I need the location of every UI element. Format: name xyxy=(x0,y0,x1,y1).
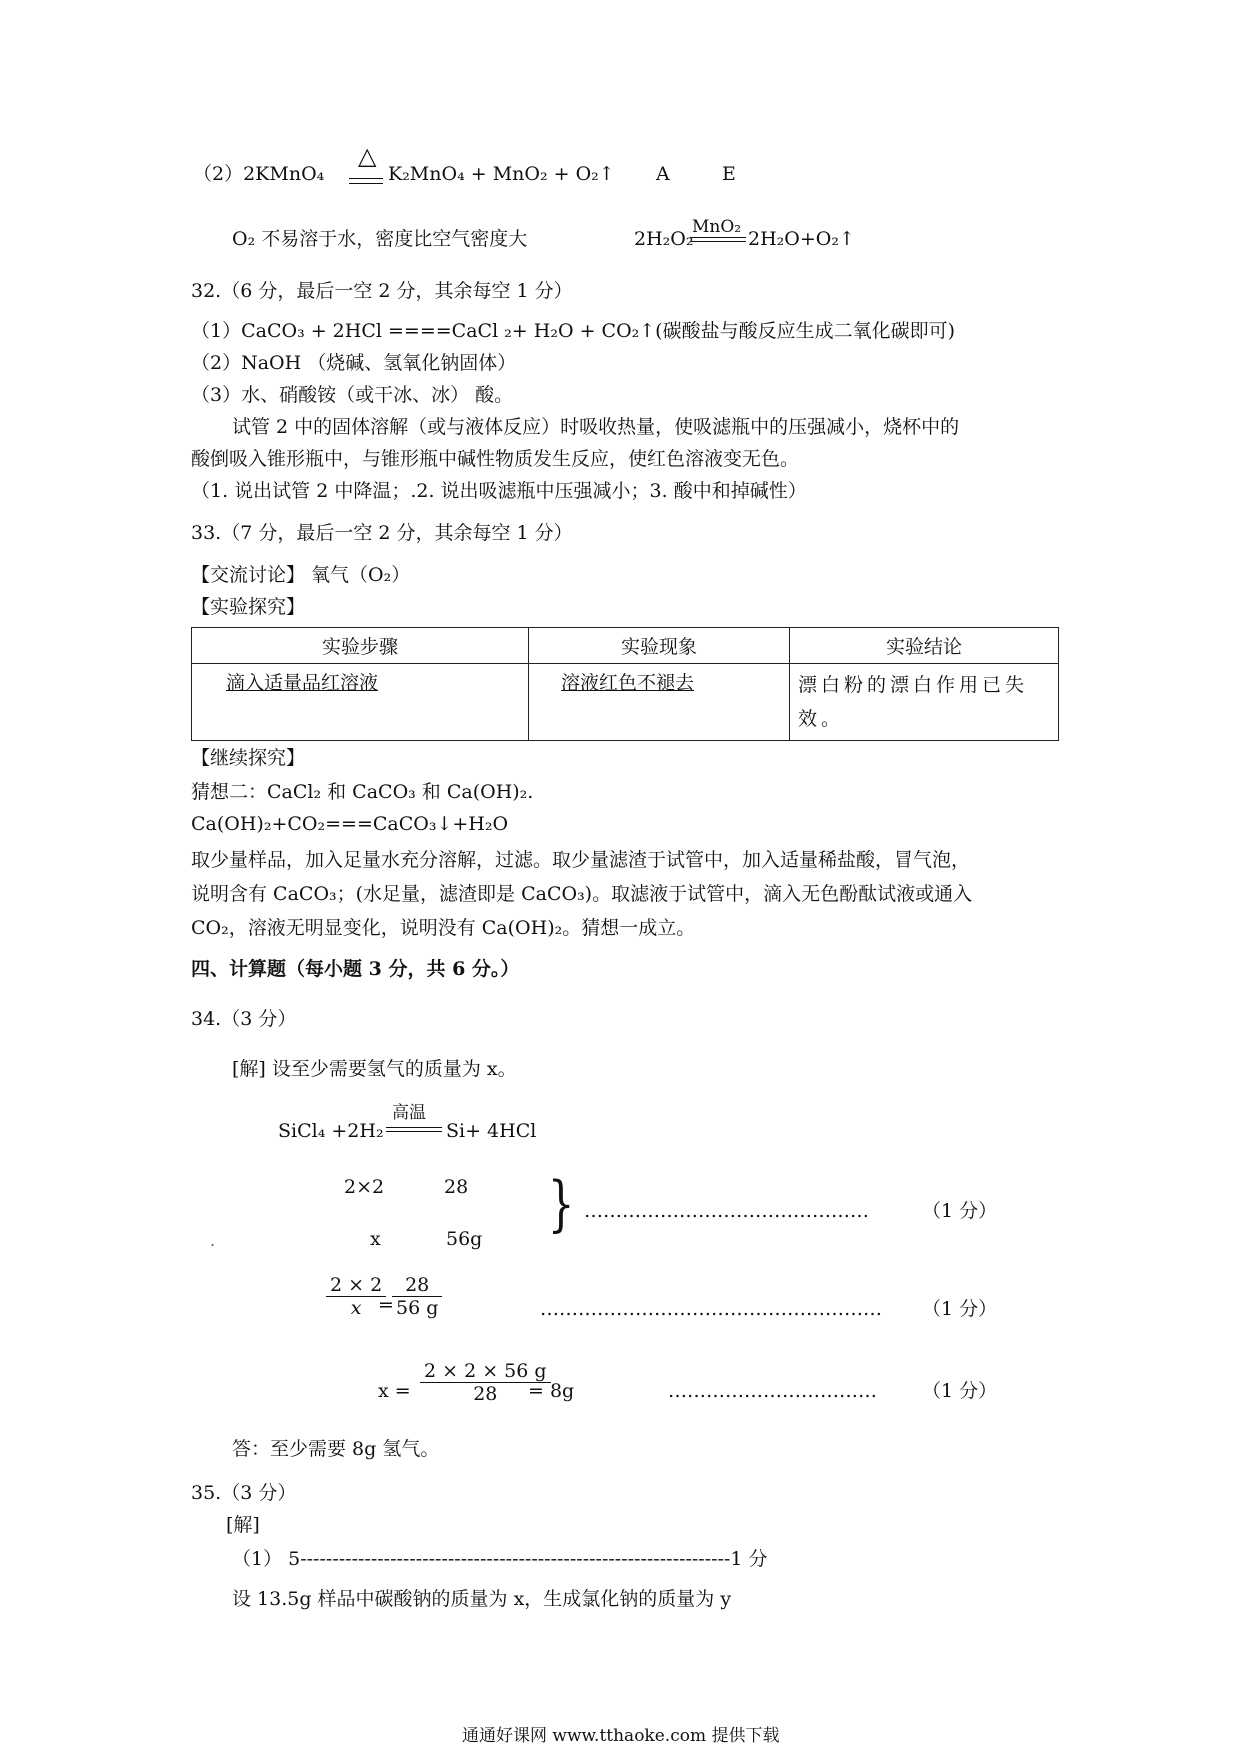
q32-scoring-note: （1. 说出试管 2 中降温；.2. 说出吸滤瓶中压强减小；3. 酸中和掉碱性） xyxy=(191,480,807,502)
reaction-equals-bar xyxy=(690,237,746,238)
score-mark: （1 分） xyxy=(922,1298,998,1320)
fraction-numerator: 28 xyxy=(392,1274,442,1297)
q33-procedure-line2: 说明含有 CaCO₃；(水足量，滤渣即是 CaCO₃)。取滤液于试管中，滴入无色酚酞试液或通入 xyxy=(191,883,973,905)
experiment-table xyxy=(191,627,1059,741)
table-header-row xyxy=(192,628,1059,664)
table-row xyxy=(192,664,1059,741)
unknown-x: x xyxy=(370,1228,381,1250)
page-footer: 通通好课网 www.tthaoke.com 提供下载 xyxy=(462,1726,780,1746)
q34-eq-right: Si+ 4HCl xyxy=(446,1120,537,1142)
q34-solve-setup: [解] 设至少需要氢气的质量为 x。 xyxy=(232,1058,517,1080)
reaction-equals-bar xyxy=(690,241,746,242)
phenomenon-answer: 溶液红色不褪去 xyxy=(561,672,695,694)
fraction-denominator: 56 g xyxy=(396,1297,439,1319)
q33-continue-heading: 【继续探究】 xyxy=(191,747,306,769)
fraction-ratio-right xyxy=(392,1274,442,1319)
reaction-equals-bar xyxy=(386,1127,442,1128)
fraction-denominator: 28 xyxy=(473,1383,498,1405)
q35-solve-label: [解] xyxy=(226,1514,260,1536)
table-cell-step xyxy=(192,664,529,741)
q32-title: 32.（6 分，最后一空 2 分，其余每空 1 分） xyxy=(191,280,573,302)
q32-answer-3: （3）水、硝酸铵（或干冰、冰） 酸。 xyxy=(191,384,514,406)
q34-eq-left: SiCl₄ +2H₂ xyxy=(278,1120,384,1142)
ratio-mass-h2: 2×2 xyxy=(344,1176,385,1198)
reaction-equals-bar xyxy=(386,1131,442,1132)
q31-line2-eq-left: 2H₂O₂ xyxy=(634,228,694,250)
score-mark: （1 分） xyxy=(922,1380,998,1402)
q33-explore-heading: 【实验探究】 xyxy=(191,596,306,618)
q34-answer: 答：至少需要 8g 氢气。 xyxy=(232,1438,440,1460)
equals-sign: = xyxy=(378,1294,394,1316)
q31-answer-e: E xyxy=(722,163,736,185)
brace-symbol: } xyxy=(547,1169,575,1239)
q32-answer-2: （2）NaOH （烧碱、氢氧化钠固体） xyxy=(191,352,517,374)
q33-guess: 猜想二：CaCl₂ 和 CaCO₃ 和 Ca(OH)₂. xyxy=(191,781,534,803)
q33-equation: Ca(OH)₂+CO₂===CaCO₃↓+H₂O xyxy=(191,813,509,835)
table-cell-conclusion: 漂白粉的漂白作用已失效。 xyxy=(790,664,1059,741)
dot-leader: ……………………………………………… xyxy=(540,1298,882,1320)
step-answer: 滴入适量品红溶液 xyxy=(226,672,379,694)
stray-mark: . xyxy=(210,1231,216,1250)
given-mass: 56g xyxy=(446,1228,483,1250)
q33-procedure-line1: 取少量样品，加入足量水充分溶解，过滤。取少量滤渣于试管中，加入适量稀盐酸，冒气泡， xyxy=(191,849,971,871)
reaction-condition: 高温 xyxy=(392,1103,426,1123)
q31-answer-a: A xyxy=(656,163,670,185)
q31-line1-products: K₂MnO₄ + MnO₂ + O₂↑ xyxy=(388,163,615,185)
heat-delta-symbol: △ xyxy=(358,142,377,170)
catalyst-label: MnO₂ xyxy=(692,217,742,237)
q32-answer-1: （1）CaCO₃ + 2HCl ====CaCl ₂+ H₂O + CO₂↑(碳酸盐与酸反应生成二氧化碳即可) xyxy=(191,320,956,342)
dot-leader: ……………………………………… xyxy=(584,1200,869,1222)
table-header-cell: 实验现象 xyxy=(529,628,790,664)
table-cell-phenomenon xyxy=(529,664,790,741)
x-equals: x = xyxy=(378,1380,411,1402)
fraction-numerator: 2 × 2 × 56 g xyxy=(420,1360,551,1383)
q31-line2-eq-right: 2H₂O+O₂↑ xyxy=(748,228,855,250)
dot-leader: …………………………… xyxy=(668,1380,877,1402)
table-header-cell: 实验结论 xyxy=(790,628,1059,664)
fraction-denominator: x xyxy=(350,1297,362,1319)
table-header-cell: 实验步骤 xyxy=(192,628,529,664)
q33-discussion: 【交流讨论】 氧气（O₂） xyxy=(191,564,411,586)
reaction-equals-bar xyxy=(349,178,383,179)
fraction-numerator: 2 × 2 xyxy=(326,1274,386,1297)
q33-procedure-line3: CO₂，溶液无明显变化，说明没有 Ca(OH)₂。猜想一成立。 xyxy=(191,917,696,939)
ratio-mass-si: 28 xyxy=(444,1176,469,1198)
section-four-heading: 四、计算题（每小题 3 分，共 6 分。） xyxy=(191,958,520,980)
q35-title: 35.（3 分） xyxy=(191,1482,297,1504)
q35-answer-1: （1） 5-------------------------------------------------------------------1 分 xyxy=(232,1548,768,1570)
score-mark: （1 分） xyxy=(922,1200,998,1222)
q31-line2-text: O₂ 不易溶于水，密度比空气密度大 xyxy=(232,228,528,250)
q33-title: 33.（7 分，最后一空 2 分，其余每空 1 分） xyxy=(191,522,573,544)
q32-explanation-line2: 酸倒吸入锥形瓶中，与锥形瓶中碱性物质发生反应，使红色溶液变无色。 xyxy=(191,448,800,470)
reaction-equals-bar xyxy=(349,183,383,184)
q34-title: 34.（3 分） xyxy=(191,1008,297,1030)
q31-line1-prefix: （2）2KMnO₄ xyxy=(193,163,325,185)
x-result: = 8g xyxy=(528,1380,575,1402)
q32-explanation-line1: 试管 2 中的固体溶解（或与液体反应）时吸收热量，使吸滤瓶中的压强减小，烧杯中的 xyxy=(232,416,960,438)
q35-setup: 设 13.5g 样品中碳酸钠的质量为 x，生成氯化钠的质量为 y xyxy=(232,1588,732,1610)
